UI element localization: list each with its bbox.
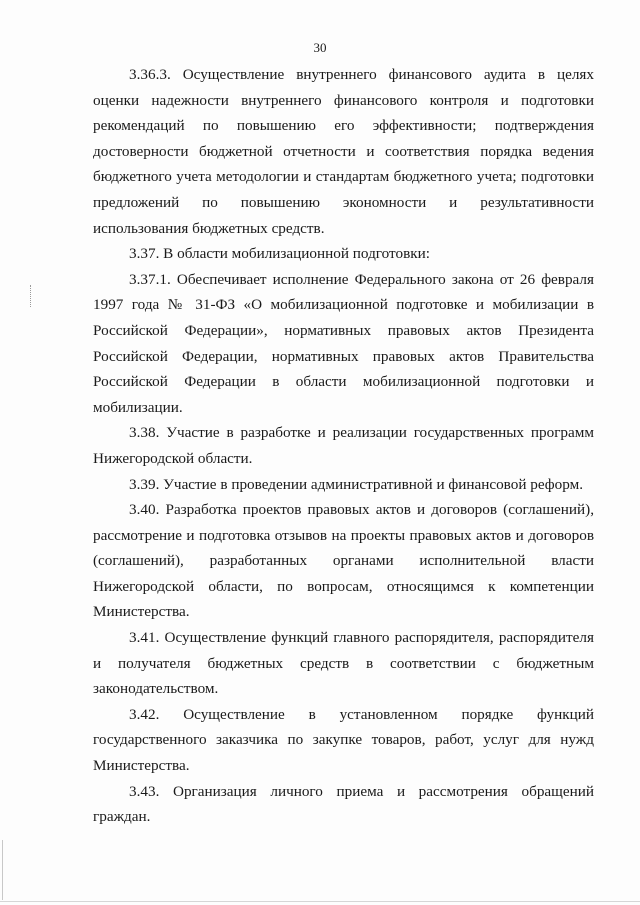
- paragraph-3-39: 3.39. Участие в проведении административной и финансовой реформ.: [129, 475, 583, 493]
- paragraph-3-36-3: 3.36.3. Осуществление внутреннего финансового аудита в целях оценки надежности внутреннего финансового контроля и подготовки рекомендаций по повышению его эффективности; подтверждения достоверности бюджетной отчетности и соответствия порядка ведения бюджетного учета методологии и стандартам бюджетного учета; подготовки предложений по повышению экономности и результативности использования бюджетных средств.: [93, 66, 594, 237]
- scan-edge-line: [2, 840, 3, 900]
- margin-punch-marks: [30, 285, 37, 307]
- paragraph-3-43: 3.43. Организация личного приема и рассмотрения обращений граждан.: [93, 782, 594, 826]
- paragraph-3-37-1: 3.37.1. Обеспечивает исполнение Федерального закона от 26 февраля 1997 года № 31-ФЗ «О мобилизационной подготовке и мобилизации в Российской Федерации», нормативных правовых актов Президента Российской Федерации, нормативных правовых актов Правительства Российской Федерации в области мобилизационной подготовки и мобилизации.: [93, 270, 594, 416]
- page-number: 30: [313, 40, 327, 55]
- paragraph-3-42: 3.42. Осуществление в установленном порядке функций государственного заказчика по закупке товаров, работ, услуг для нужд Министерства.: [93, 705, 594, 775]
- paragraph-3-38: 3.38. Участие в разработке и реализации государственных программ Нижегородской области.: [93, 424, 594, 467]
- paragraph-3-41: 3.41. Осуществление функций главного распорядителя, распорядителя и получателя бюджетных средств в соответствии с бюджетным законодательством.: [93, 629, 594, 698]
- paragraph-3-40: 3.40. Разработка проектов правовых актов и договоров (соглашений), рассмотрение и подготовка отзывов на проекты правовых актов и договоров (соглашений), разработанных органами исполнительной власти Нижегородской области, по вопросам, относящимся к компетенции Министерства.: [93, 501, 594, 621]
- paragraph-3-37: 3.37. В области мобилизационной подготовки:: [129, 245, 430, 263]
- body-text: [93, 62, 594, 830]
- scan-bottom-edge: [0, 901, 640, 902]
